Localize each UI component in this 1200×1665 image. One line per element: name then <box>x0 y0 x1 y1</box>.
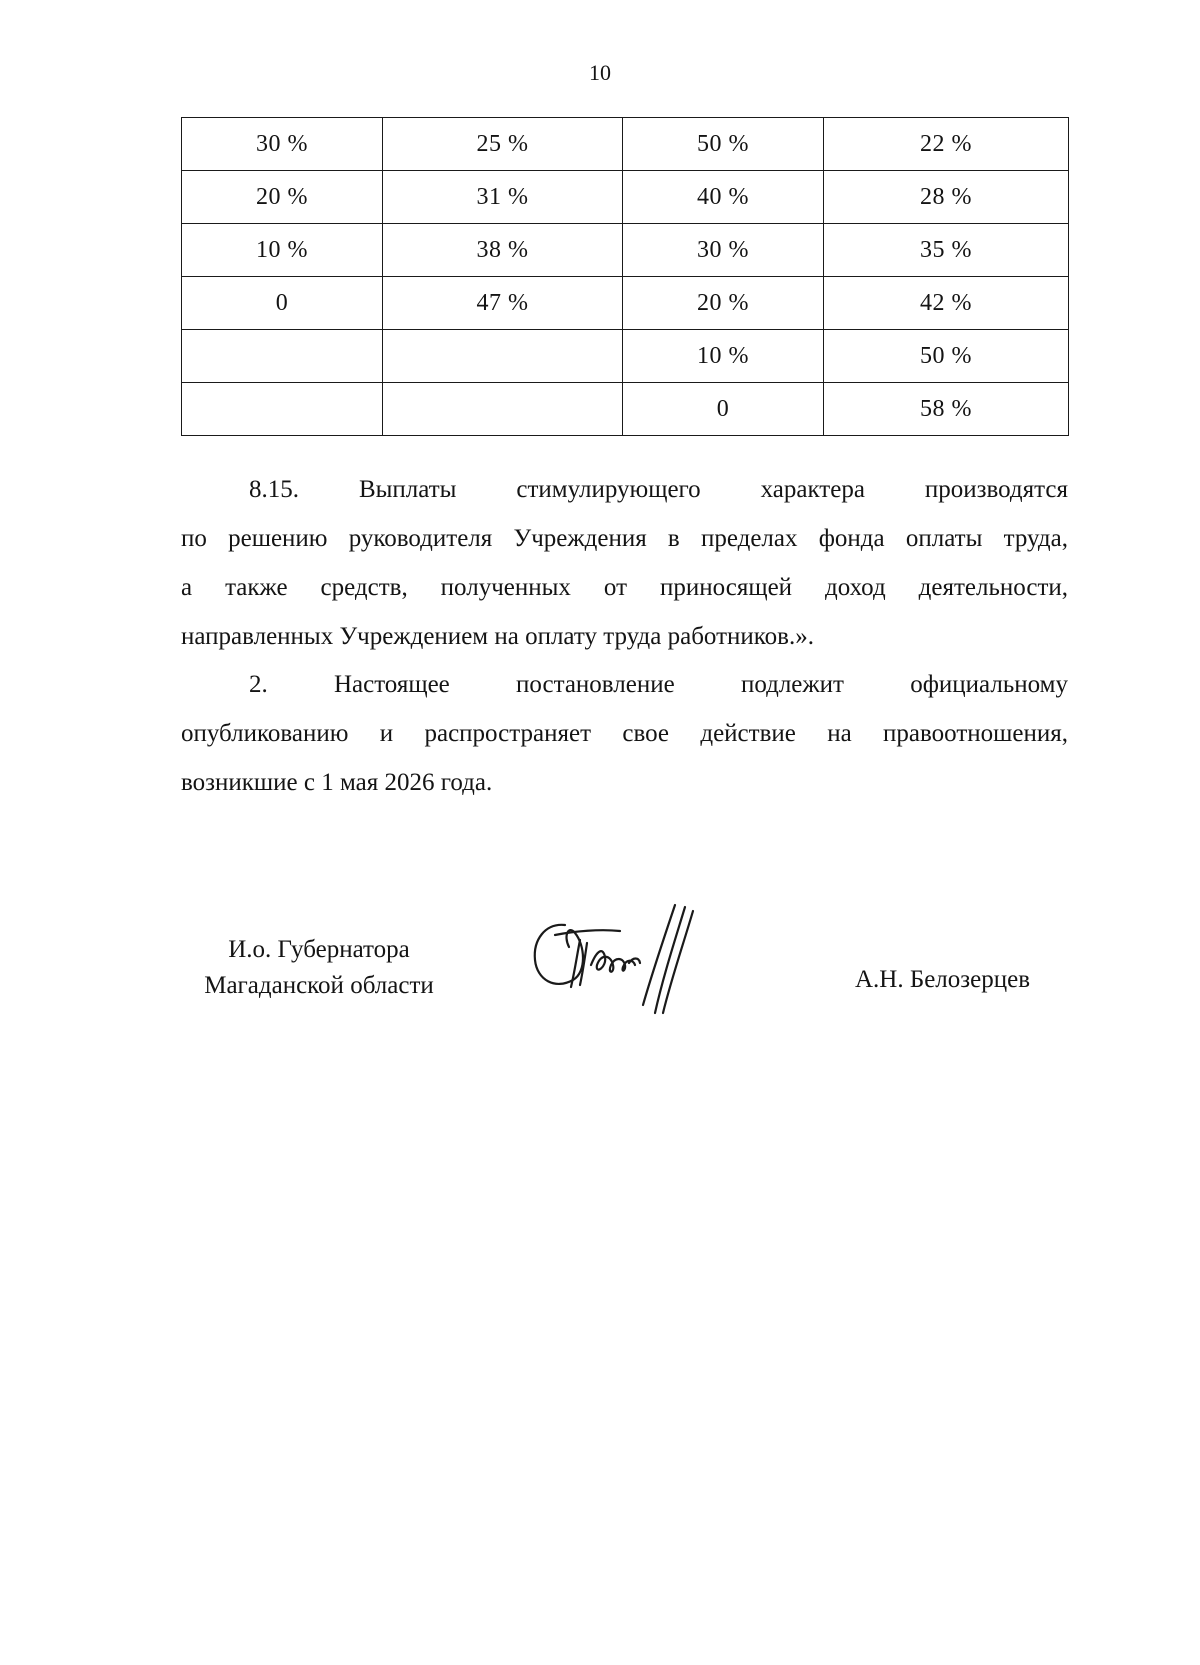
table-cell: 20 % <box>623 277 824 330</box>
paragraph-word: 8.15. <box>249 476 299 503</box>
table-cell: 35 % <box>824 224 1069 277</box>
table-cell: 42 % <box>824 277 1069 330</box>
paragraph-line: возникшие с 1 мая 2026 года. <box>181 769 493 796</box>
paragraph-word: Выплаты <box>358 476 457 503</box>
paragraph-word: Настоящее <box>333 671 450 698</box>
paragraph-8-15 <box>181 465 1068 661</box>
table-cell: 38 % <box>383 224 623 277</box>
table-cell <box>383 330 623 383</box>
table-cell: 40 % <box>623 171 824 224</box>
signatory-name: А.Н. Белозерцев <box>855 966 1031 993</box>
table-cell: 31 % <box>383 171 623 224</box>
paragraph-word: 2. <box>249 671 268 698</box>
table-cell: 20 % <box>182 171 383 224</box>
signatory-title <box>189 932 449 1004</box>
page-number: 10 <box>589 60 611 85</box>
paragraph-word: подлежит <box>740 671 844 698</box>
table-cell <box>383 383 623 436</box>
paragraph-line: а также средств, полученных от приносящей доход деятельности, <box>181 574 1068 601</box>
table-cell: 25 % <box>383 118 623 171</box>
table-cell: 30 % <box>182 118 383 171</box>
paragraph-line <box>181 660 1068 709</box>
table-cell: 22 % <box>824 118 1069 171</box>
table-cell: 0 <box>623 383 824 436</box>
table-cell <box>182 330 383 383</box>
table-cell: 10 % <box>182 224 383 277</box>
paragraph-word: официальному <box>910 671 1068 698</box>
table-row <box>182 118 1069 171</box>
table-row <box>182 383 1069 436</box>
table-cell: 28 % <box>824 171 1069 224</box>
table-cell: 58 % <box>824 383 1069 436</box>
paragraph-line <box>181 465 1068 514</box>
table-cell: 0 <box>182 277 383 330</box>
signatory-title-line: Магаданской области <box>204 972 434 999</box>
paragraph-word: характера <box>760 476 865 503</box>
rate-table <box>181 117 1069 436</box>
table-cell: 50 % <box>824 330 1069 383</box>
table-cell <box>182 383 383 436</box>
paragraph-line: направленных Учреждением на оплату труда работников.». <box>181 623 814 650</box>
table-row <box>182 330 1069 383</box>
table-cell: 47 % <box>383 277 623 330</box>
paragraph-word: производятся <box>924 476 1068 503</box>
table-row <box>182 224 1069 277</box>
table-row <box>182 171 1069 224</box>
paragraph-2 <box>181 660 1068 807</box>
signatory-title-line: И.о. Губернатора <box>228 936 410 963</box>
table-row <box>182 277 1069 330</box>
paragraph-word: постановление <box>516 671 675 698</box>
table-cell: 50 % <box>623 118 824 171</box>
paragraph-word: стимулирующего <box>516 476 701 503</box>
table-cell: 10 % <box>623 330 824 383</box>
paragraph-line: по решению руководителя Учреждения в пределах фонда оплаты труда, <box>181 525 1068 552</box>
handwritten-signature-icon <box>525 895 725 1020</box>
paragraph-line: опубликованию и распространяет свое действие на правоотношения, <box>181 720 1068 747</box>
table-cell: 30 % <box>623 224 824 277</box>
